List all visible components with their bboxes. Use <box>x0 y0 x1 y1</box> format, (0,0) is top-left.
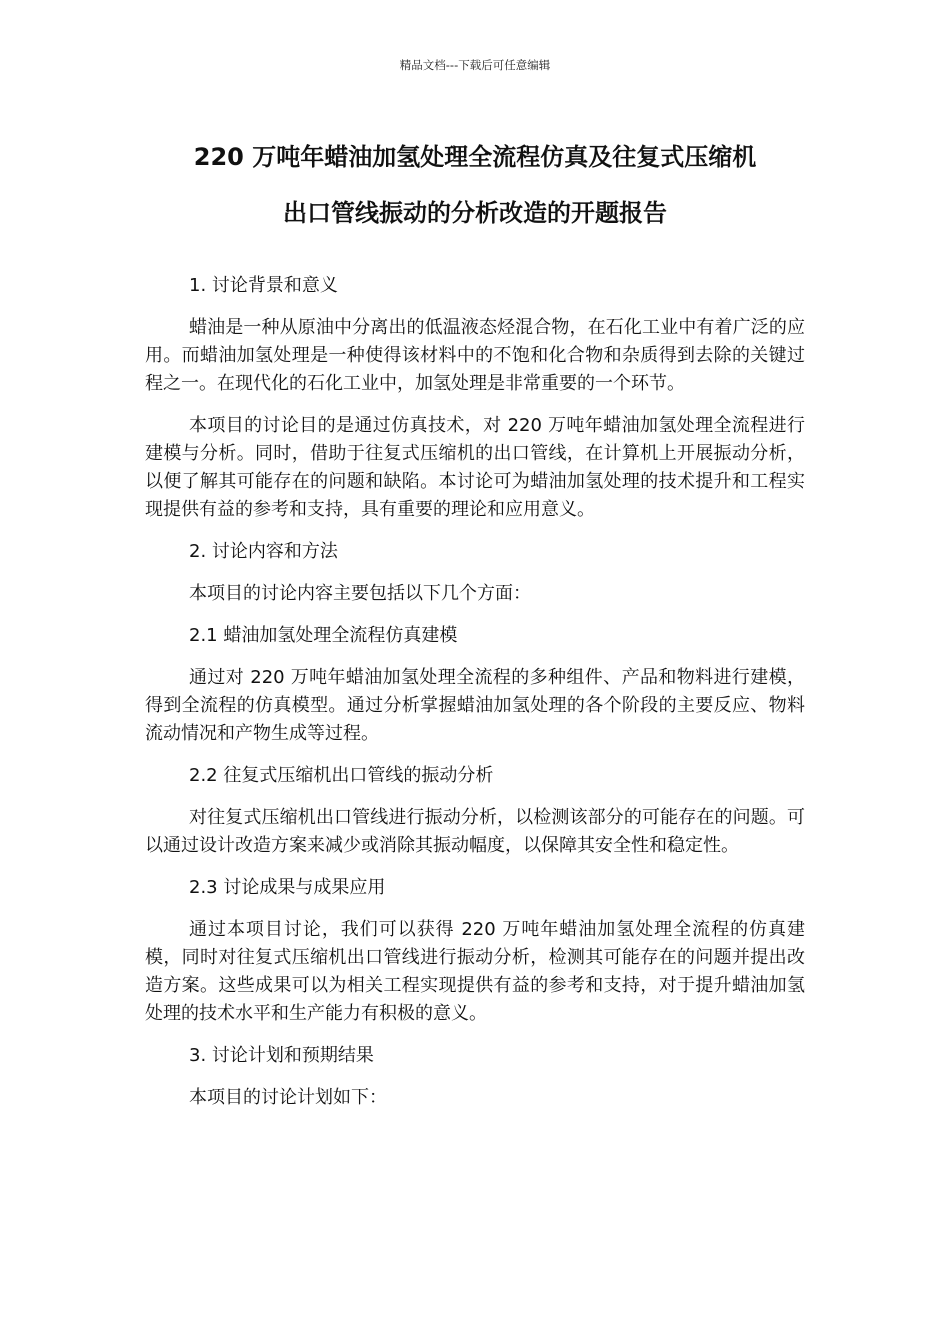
subsection-heading-2-1: 2.1 蜡油加氢处理全流程仿真建模 <box>189 625 458 646</box>
section-heading-plan: 3. 讨论计划和预期结果 <box>189 1045 374 1066</box>
document-title-line-1: 220 万吨年蜡油加氢处理全流程仿真及往复式压缩机 <box>193 143 757 171</box>
header-note: 精品文档---下载后可任意编辑 <box>399 58 551 72</box>
paragraph-background: 蜡油是一种从原油中分离出的低温液态烃混合物，在石化工业中有着广泛的应用。而蜡油加氢处理是一种使得该材料中的不饱和化合物和杂质得到去除的关键过程之一。在现代化的石化工业中，加氢处理是非常重要的一个环节。 <box>145 317 805 394</box>
document-title-line-2: 出口管线振动的分析改造的开题报告 <box>283 199 667 227</box>
paragraph-content-intro: 本项目的讨论内容主要包括以下几个方面： <box>189 583 531 604</box>
paragraph-vibration-analysis: 对往复式压缩机出口管线进行振动分析，以检测该部分的可能存在的问题。可以通过设计改造方案来减少或消除其振动幅度，以保障其安全性和稳定性。 <box>145 807 805 856</box>
paragraph-purpose: 本项目的讨论目的是通过仿真技术，对 220 万吨年蜡油加氢处理全流程进行建模与分析。同时，借助于往复式压缩机的出口管线，在计算机上开展振动分析，以便了解其可能存在的问题和缺陷。本讨论可为蜡油加氢处理的技术提升和工程实现提供有益的参考和支持，具有重要的理论和应用意义。 <box>145 415 805 520</box>
paragraph-plan-intro: 本项目的讨论计划如下： <box>189 1087 387 1108</box>
document-body <box>145 272 805 1126</box>
subsection-heading-2-3: 2.3 讨论成果与成果应用 <box>189 877 386 898</box>
section-heading-content-method: 2. 讨论内容和方法 <box>189 541 338 562</box>
section-heading-background: 1. 讨论背景和意义 <box>189 275 338 296</box>
paragraph-results-application: 通过本项目讨论，我们可以获得 220 万吨年蜡油加氢处理全流程的仿真建模，同时对往复式压缩机出口管线进行振动分析，检测其可能存在的问题并提出改造方案。这些成果可以为相关工程实现提供有益的参考和支持，对于提升蜡油加氢处理的技术水平和生产能力有积极的意义。 <box>145 919 805 1024</box>
subsection-heading-2-2: 2.2 往复式压缩机出口管线的振动分析 <box>189 765 494 786</box>
paragraph-simulation-modeling: 通过对 220 万吨年蜡油加氢处理全流程的多种组件、产品和物料进行建模，得到全流程的仿真模型。通过分析掌握蜡油加氢处理的各个阶段的主要反应、物料流动情况和产物生成等过程。 <box>145 667 805 744</box>
